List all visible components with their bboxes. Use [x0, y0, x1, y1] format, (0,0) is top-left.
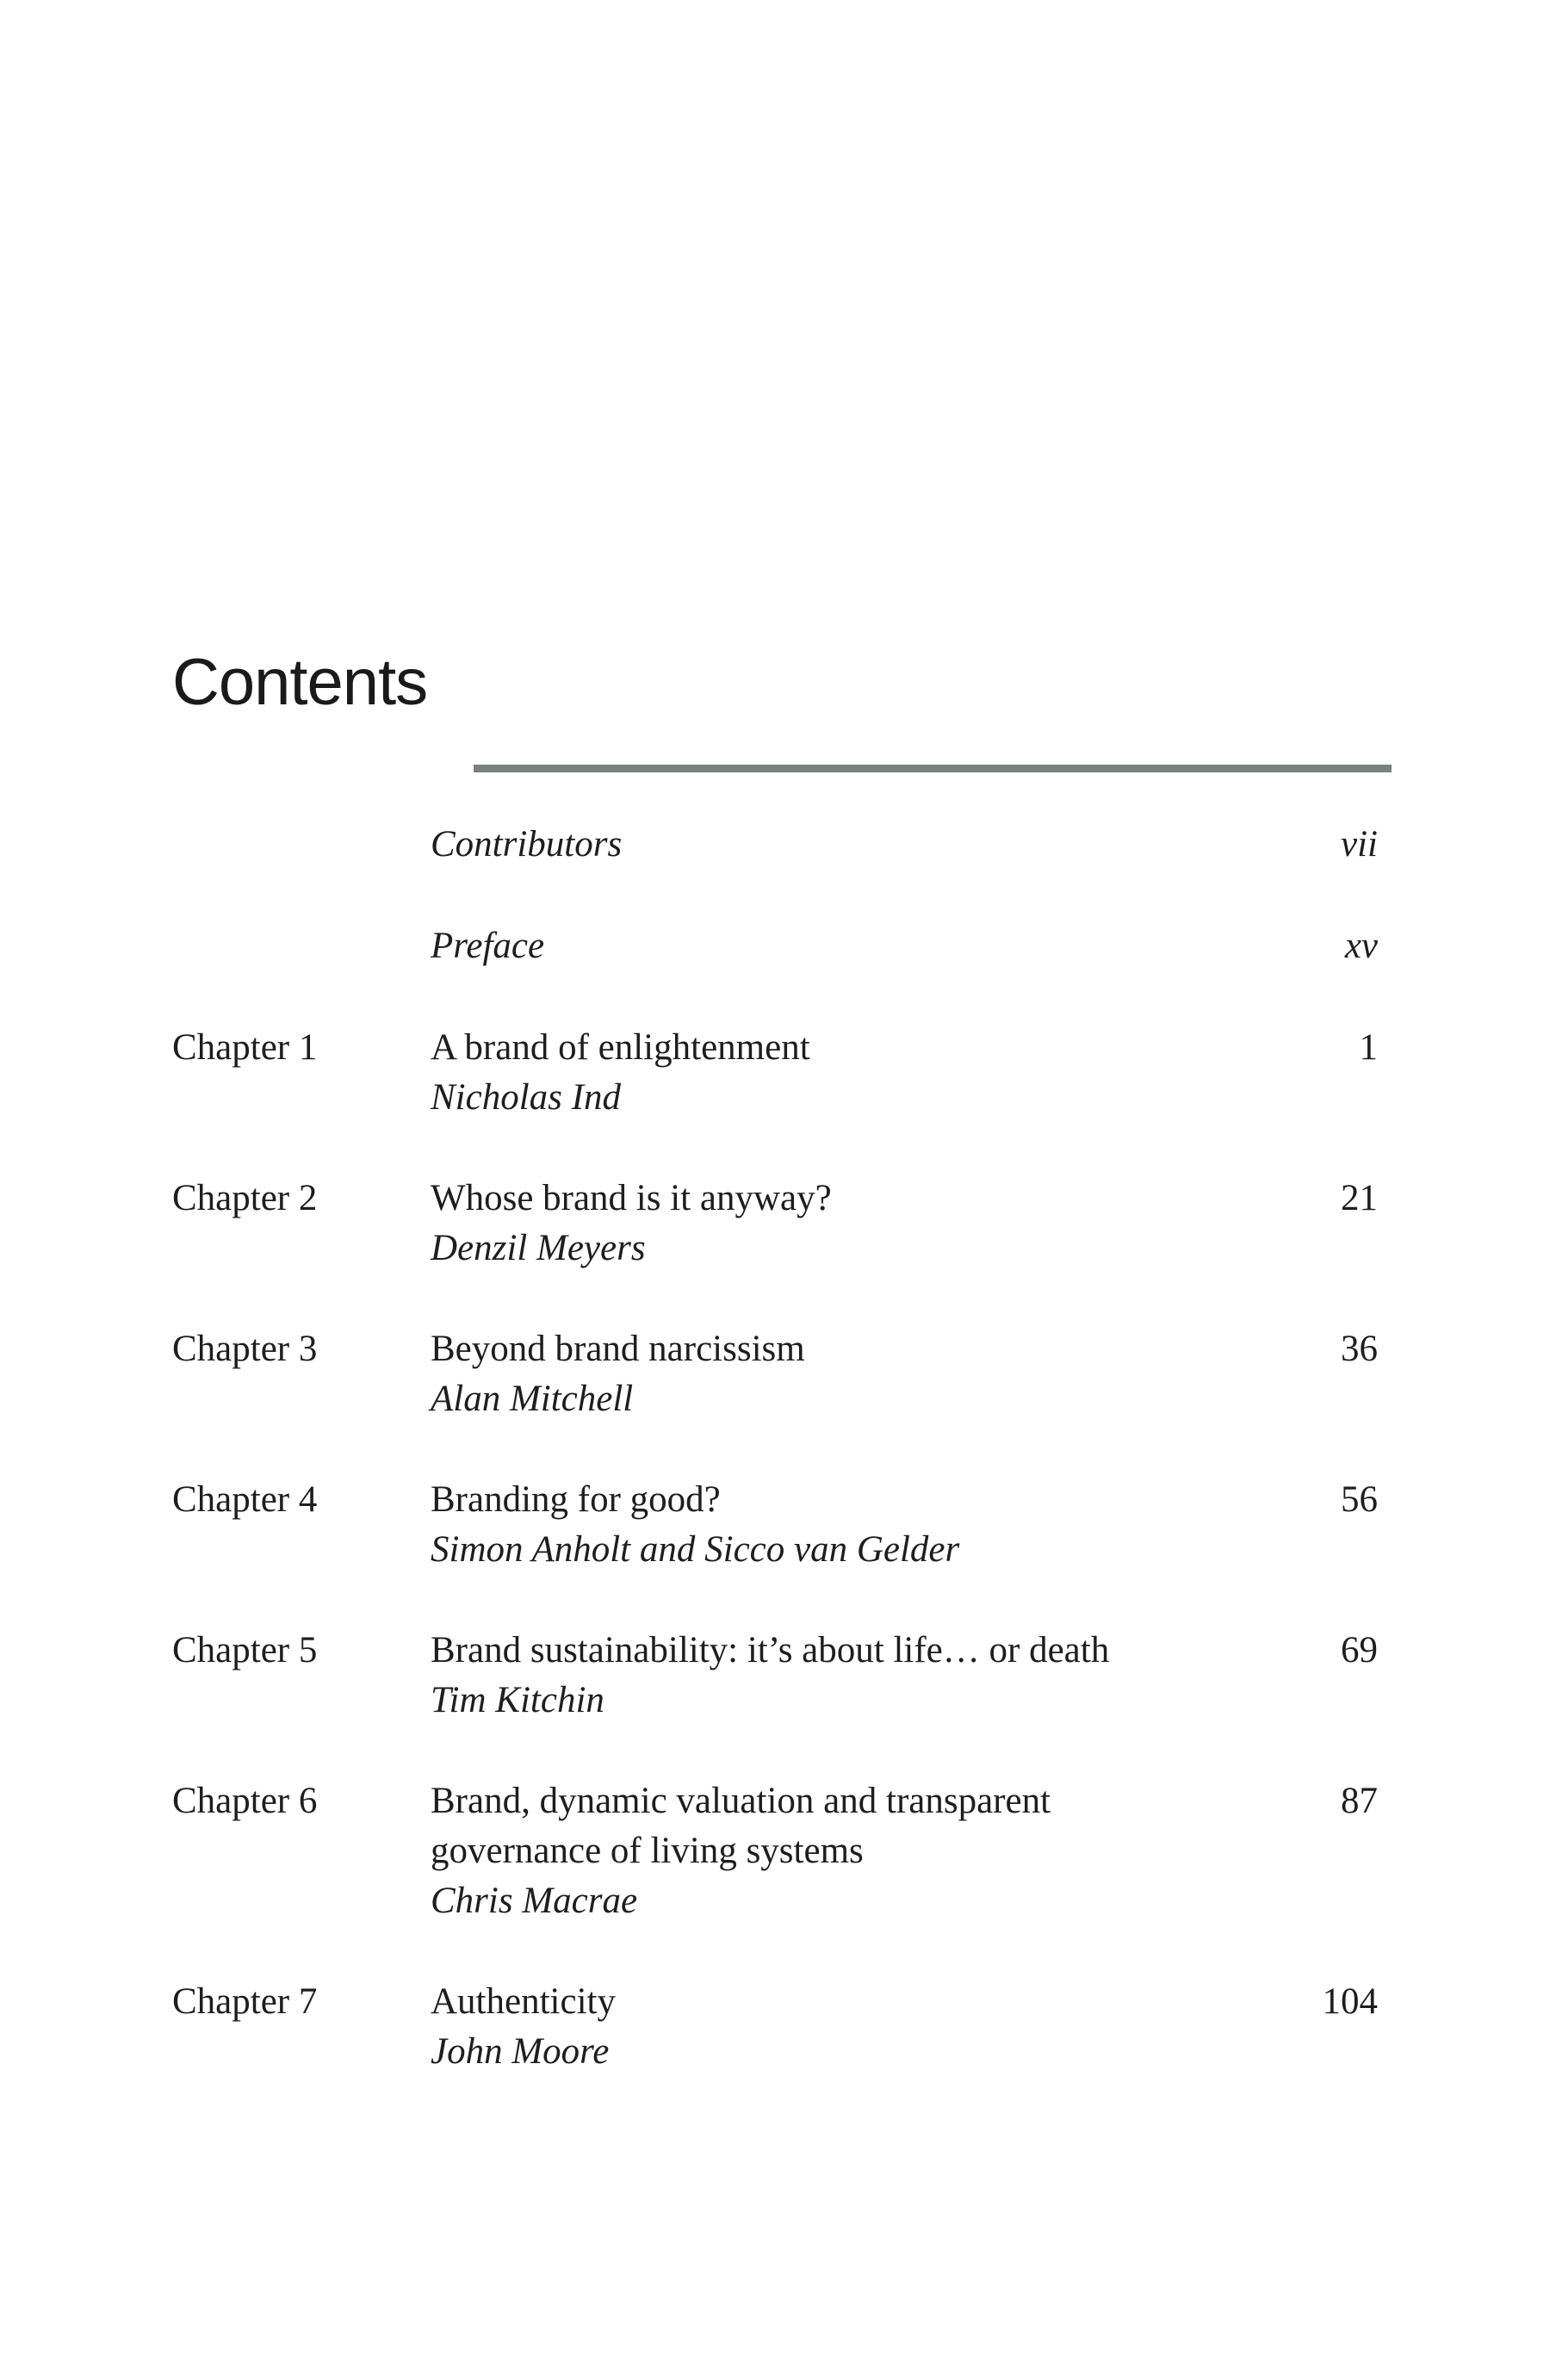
chapter-author: Denzil Meyers: [431, 1228, 646, 1268]
chapter-title: A brand of enlightenment: [431, 1027, 810, 1068]
heading-rule: [474, 765, 1392, 772]
chapter-label: Chapter 6: [172, 1781, 318, 1821]
chapter-label: Chapter 1: [172, 1027, 318, 1068]
chapter-title-continued: governance of living systems: [431, 1831, 864, 1871]
chapter-author: Simon Anholt and Sicco van Gelder: [431, 1529, 960, 1570]
chapter-author: Chris Macrae: [431, 1881, 638, 1921]
toc-entry-title: Contributors: [431, 824, 623, 865]
chapter-author: Nicholas Ind: [431, 1077, 621, 1118]
chapter-label: Chapter 7: [172, 1981, 318, 2022]
chapter-label: Chapter 5: [172, 1630, 318, 1670]
toc-entry-page: xv: [1344, 926, 1378, 966]
contents-heading: Contents: [172, 646, 428, 719]
chapter-page: 1: [1359, 1027, 1378, 1068]
chapter-author: John Moore: [431, 2031, 610, 2072]
chapter-page: 87: [1341, 1781, 1378, 1821]
chapter-title: Brand, dynamic valuation and transparent: [431, 1781, 1051, 1821]
chapter-title: Brand sustainability: it’s about life… or death: [431, 1630, 1110, 1670]
chapter-title: Branding for good?: [431, 1479, 721, 1520]
chapter-label: Chapter 4: [172, 1479, 318, 1520]
chapter-label: Chapter 3: [172, 1329, 318, 1369]
chapter-label: Chapter 2: [172, 1178, 318, 1218]
chapter-page: 21: [1341, 1178, 1378, 1218]
toc-entry-title: Preface: [431, 926, 545, 966]
chapter-title: Authenticity: [431, 1981, 616, 2022]
chapter-page: 69: [1341, 1630, 1378, 1670]
chapter-author: Tim Kitchin: [431, 1680, 604, 1720]
chapter-title: Whose brand is it anyway?: [431, 1178, 832, 1218]
chapter-page: 36: [1341, 1329, 1378, 1369]
chapter-page: 104: [1322, 1981, 1378, 2022]
chapter-author: Alan Mitchell: [431, 1379, 634, 1419]
toc-entry-page: vii: [1341, 824, 1378, 865]
chapter-title: Beyond brand narcissism: [431, 1329, 805, 1369]
chapter-page: 56: [1341, 1479, 1378, 1520]
